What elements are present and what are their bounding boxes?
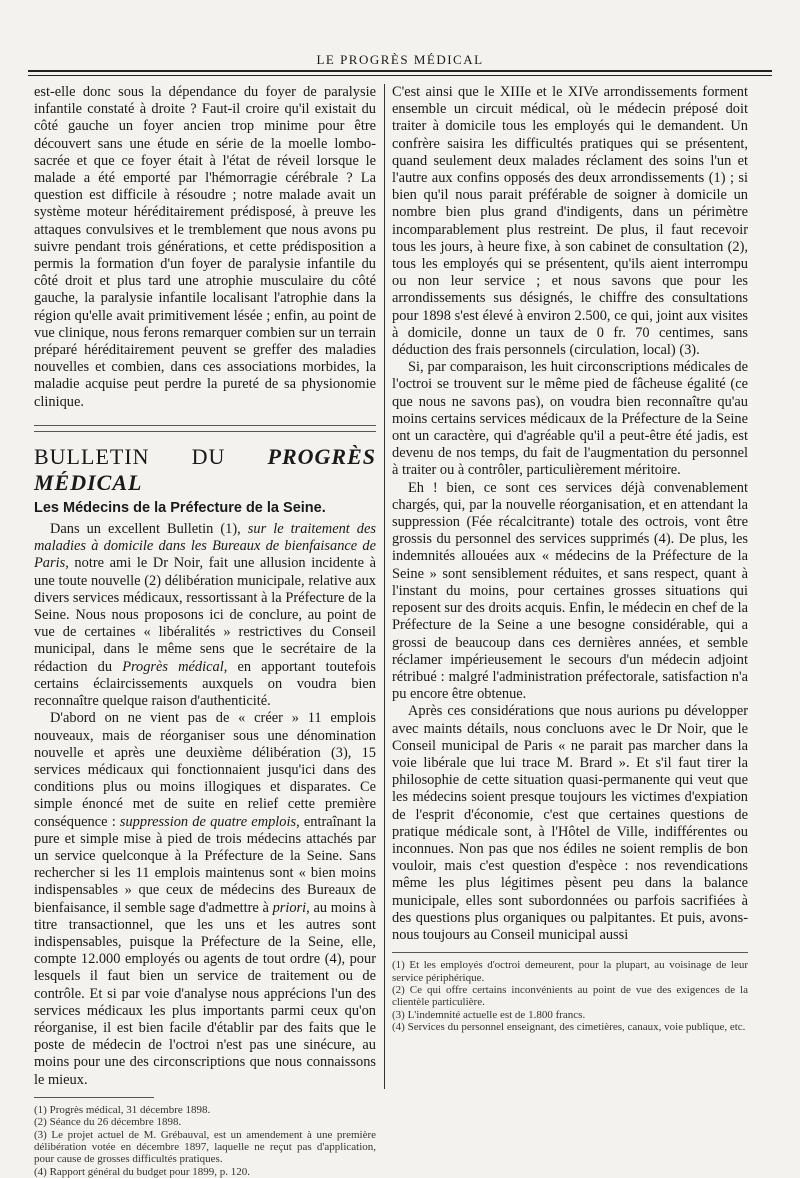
paragraph-italic: Progrès médical (122, 658, 224, 675)
paragraph-italic: sur le traitement des maladies à domicile dans les Bureaux de bienfaisance de Paris (34, 521, 376, 572)
paragraph-italic: suppression de quatre emplois (119, 813, 297, 830)
footnote: (1) Progrès médical, 31 décembre 1898. (34, 1103, 211, 1116)
footnote-separator (34, 1097, 154, 1098)
article-paragraph-2 (34, 710, 376, 1088)
paragraph-text: , notre ami le Dr Noir, fait une allusion incidente à une toute nouvelle (2) délibération municipale, relative aux divers services médicaux, ressortissant à la Préfecture de la Seine. Nous nous proposons ici de conclure, au point de vue de certaines « libéralités » restrictives du Conseil municipal, dans le même sens que le secrétaire de la rédaction du (34, 555, 376, 675)
right-paragraph-2: Si, par comparaison, les huit circonscriptions médicales de l'octroi se trouvent sur le même pied de fâcheuse égalité (ce que nous ne savons pas), on voudra bien reconnaître qu'au moins certains services médicaux de la Préfecture de la Seine ont un caractère, qui d'agréable qu'il a peut-être été jadis, est devenu de nos temps, du fait de l'augmentation du personnel à traiter ou à contrôler, particulièrement méritoire. (392, 359, 748, 479)
left-footnotes (34, 1104, 376, 1178)
paragraph-italic: priori (272, 899, 307, 916)
running-header: LE PROGRÈS MÉDICAL (316, 52, 484, 67)
footnote: (2) Séance du 26 décembre 1898. (34, 1116, 182, 1129)
paragraph-text: Dans un excellent Bulletin (1), (50, 521, 248, 538)
right-paragraph-1: C'est ainsi que le XIIIe et le XIVe arrondissements forment ensemble un circuit médical, où le médecin préposé doit traiter à domicile tous les employés qui le demandent. Un confrère saisira les difficultés pratiques qui se présentent, quand seulement deux malades réclament des soins l'un et l'autre aux confins opposés des deux arrondissements (1) ; si bien qu'il nous parait préférable de soigner à domicile un nombre bien plus grand d'indigents, dans un périmètre incomparablement plus restreint. De plus, il faut recevoir tous les jours, à heure fixe, à son cabinet de consultation (2), tous les employés qui se présentent, qu'ils aient interrompu ou non leur service ; et nous savons que pour les arrondissements sus désignés, le chiffre des consultations pour 1898 s'est élevé à environ 2.500, ce qui, joint aux visites à domicile, donne un taux de 0 fr. 70 centimes, sans déduction des frais personnels (circulation, local) (3). (392, 84, 748, 359)
paragraph-text: , au moins à titre transactionnel, que les uns et les autres sont indispensables, puisque la Préfecture de la Seine, elle, compte 12.000 employés ou agents de tout ordre (4), pour lesquels il faut bien un service de traitement ou de contrôle. Et si par voie d'analyse nous apprécions l'un des services médicaux les plus importants parmi ceux qu'on réorganise, il est bien facile d'établir par des faits que le poste de médecin de l'octroi n'est pas une sinécure, au moins pour une des circonscriptions que nous connaissons le mieux. (34, 899, 377, 1088)
bulletin-title-journal: PROGRÈS MÉDICAL (34, 443, 376, 495)
article-subheading: Les Médecins de la Préfecture de la Seine. (34, 499, 326, 516)
header-rule-thick (28, 70, 772, 72)
footnote: (4) Services du personnel enseignant, des cimetières, canaux, voie publique, etc. (392, 1021, 746, 1034)
article-paragraph-1 (34, 521, 376, 710)
right-paragraph-3: Eh ! bien, ce sont ces services déjà convenablement chargés, qui, par la nouvelle réorganisation, et en attendant la suppression (Fée récalcitrante) totale des octrois, vont être grossis du personnel des services supprimés (4). De plus, les indemnités allouées aux « médecins de la Préfecture de la Seine » sont sensiblement réduites, et sans respect, quant à l'instant du moins, pour certaines grosses situations qui reposent sur des droits acquis. Enfin, le médecin en chef de la Préfecture de la Seine a une besogne considérable, qui a grossi de beaucoup dans ces dernières années, et semble réclamer impérieusement le secours d'un médecin adjoint rétribué : malgré l'administration préfectorale, satisfaction n'a pu encore être obtenue. (392, 479, 748, 703)
intro-paragraph: est-elle donc sous la dépendance du foyer de paralysie infantile constaté à droite ? Faut-il croire qu'il existait du côté gauche un foyer ancien trop minime pour être découvert sans une étude en série de la moelle lombo-sacrée et que ce foyer était à l'état de réveil lorsque le malade a été emporté par l'hémorragie cérébrale ? La question est difficile à résoudre ; notre malade avait un système moteur héréditairement prédisposé, à preuve les attaques convulsives et le tremblement que nous avons pu suivre pendant trois générations, et cette prédisposition a permis la formation d'un foyer de paralysie infantile du côté droit et plus tard une atrophie musculaire du côté gauche, la paralysie infantile localisant l'atrophie dans la région qu'elle avait primitivement lésée ; enfin, au point de vue clinique, nous ferons remarquer combien sur un terrain préparé héréditairement peuvent se greffer des maladies nouvelles et combien, dans ces associations morbides, la maladie acquise peut perdre la pureté de sa physionomie clinique. (34, 84, 376, 410)
right-footnotes (392, 959, 748, 1033)
footnote: (3) L'indemnité actuelle est de 1.800 francs. (392, 1008, 586, 1021)
bulletin-title-prefix: BULLETIN DU (34, 443, 268, 469)
paragraph-text: D'abord on ne vient pas de « créer » 11 emplois nouveaux, mais de réorganiser sous une dénomination nouvelle et après une deuxième délibération (3), 15 services médicaux qui fonctionnaient jusqu'ici dans des conditions plus ou moins illogiques et disparates. Ce simple énoncé met de suite en relief cette première conséquence : (34, 710, 376, 830)
header-rule-thin (28, 75, 772, 76)
footnote: (2) Ce qui offre certains inconvénients au point de vue des exigences de la clientèle particulière. (392, 983, 748, 1009)
column-divider (384, 84, 385, 1089)
paragraph-text: , en apportant toutefois certains éclaircissements auxquels on voudra bien reconnaître quelque raison d'authenticité. (34, 658, 376, 710)
footnote-separator (392, 952, 748, 953)
footnote: (4) Rapport général du budget pour 1899, p. 120. (34, 1165, 250, 1178)
section-divider-thin (34, 431, 376, 432)
bulletin-title (34, 444, 376, 496)
paragraph-text: , entraînant la pure et simple mise à pied de trois médecins attachés par un service quelconque à la Préfecture de la Seine. Sans rechercher si les 11 emplois maintenus sont « bien moins indispensables » que ceux de médecins des Bureaux de bienfaisance, il semble sage d'admettre à (34, 813, 376, 916)
footnote: (1) Et les employés d'octroi demeurent, pour la plupart, au voisinage de leur service périphérique. (392, 959, 748, 984)
section-divider (34, 425, 376, 426)
left-column (34, 84, 376, 1178)
right-paragraph-4: Après ces considérations que nous aurions pu développer avec maints détails, nous concluons avec le Dr Noir, que le Conseil municipal de Paris « ne parait pas marcher dans la voie libérale que lui trace M. Brard ». Et s'il faut tirer la philosophie de cette situation quasi-permanente qui veut que les médecins soient presque toujours les victimes d'expiation de l'esprit d'économie, c'est que certaines questions de pratique médicale sont, à l'Hôtel de Ville, indifférentes ou inconnues. Non pas que nos édiles ne soient remplis de bon vouloir, mais c'est question d'espèce : nos revendications même les plus légitimes pèsent peu dans la balance municipale, elles sont subordonnées ou parfois sacrifiées à des questions plus organiques ou palpitantes. Et puis, avons-nous toujours au Conseil municipal aussi (392, 703, 748, 943)
footnote: (3) Le projet actuel de M. Grébauval, est un amendement à une première délibération votée en décembre 1897, laquelle ne reçut pas d'application, pour cause de grosses difficultés pratiques. (34, 1128, 376, 1166)
right-column (392, 84, 748, 1034)
